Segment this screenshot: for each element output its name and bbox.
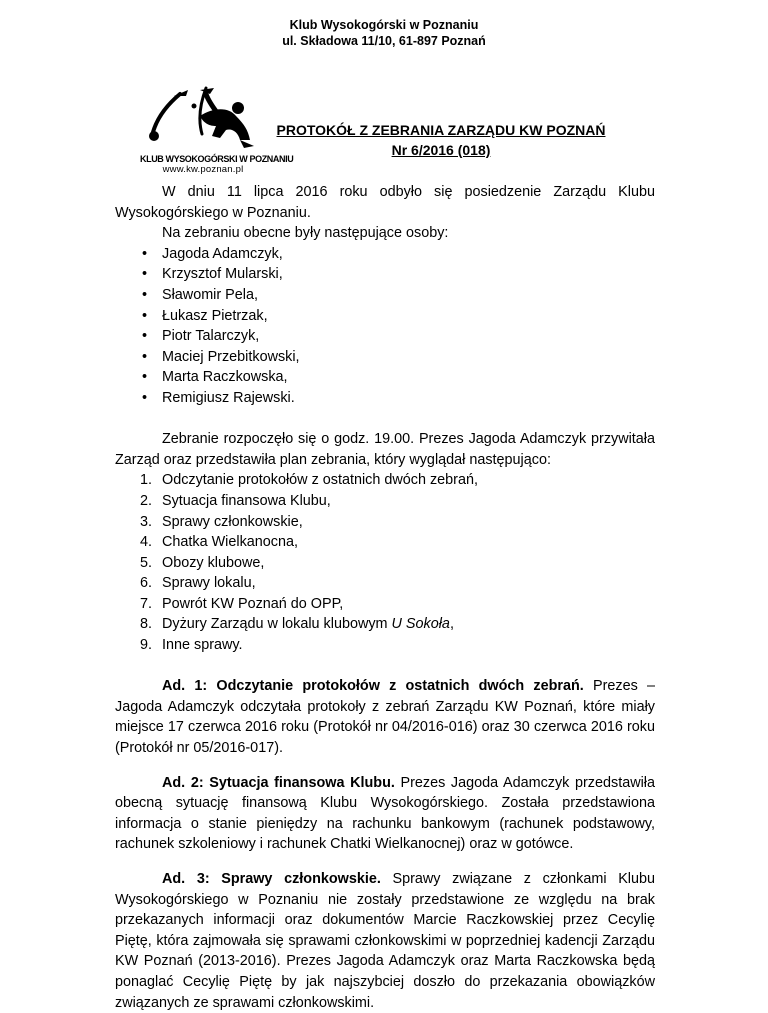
list-item: 3. Sprawy członkowskie,: [140, 513, 303, 530]
title-line-1: PROTOKÓŁ Z ZEBRANIA ZARZĄDU KW POZNAŃ: [276, 122, 606, 138]
list-item: 9. Inne sprawy.: [140, 637, 243, 654]
document-header: [0, 17, 768, 49]
list-item: 2. Sytuacja finansowa Klubu,: [140, 492, 331, 509]
title-line-2: Nr 6/2016 (018): [391, 142, 491, 158]
section-heading: Ad. 2: Sytuacja finansowa Klubu.: [162, 774, 395, 791]
list-item: 5. Obozy klubowe,: [140, 554, 265, 571]
list-item: 8. Dyżury Zarządu w lokalu klubowym U Sokoła,: [140, 616, 454, 633]
section-ad-2: Ad. 2: Sytuacja finansowa Klubu. Prezes Jagoda Adamczyk przedstawiła obecną sytuację finansową Klubu Wysokogórskiego. Została przedstawiona informacja o stanie pieniędzy na rachunku bankowym (rachunek podstawowy, rachunek szkoleniowy i rachunek Chatki Wielkanocnej) oraz w gotówce.: [115, 774, 655, 853]
attendees-list: [115, 244, 655, 409]
section-ad-1: Ad. 1: Odczytanie protokołów z ostatnich dwóch zebrań. Prezes – Jagoda Adamczyk odczytała protokoły z zebrań Zarządu KW Poznań, które miały miejsce 17 czerwca 2016 roku (Protokół nr 04/2016-016) oraz 30 czerwca 2016 roku (Protokół nr 05/2016-017).: [115, 678, 655, 757]
section-heading: Ad. 1: Odczytanie protokołów z ostatnich dwóch zebrań.: [162, 678, 584, 695]
list-item: • Maciej Przebitkowski,: [115, 347, 655, 368]
list-item: • Remigiusz Rajewski.: [115, 388, 655, 409]
attendees-intro: Na zebraniu obecne były następujące osoby:: [162, 225, 449, 242]
list-item: • Jagoda Adamczyk,: [115, 244, 655, 265]
logo-club-name: KLUB WYSOKOGÓRSKI W POZNANIU: [140, 154, 294, 164]
club-name: Klub Wysokogórski w Poznaniu: [289, 18, 479, 32]
club-logo: [140, 86, 294, 180]
list-item: 4. Chatka Wielkanocna,: [140, 534, 298, 551]
section-ad-3: Ad. 3: Sprawy członkowskie. Sprawy związane z członkami Klubu Wysokogórskiego w Poznaniu nie zostały przedstawione ze względu na brak przekazanych informacji oraz dokumentów Marcie Raczkowskiej przez Cecylię Piętę, która zajmowała się sprawami członkowskimi w poprzedniej kadencji Zarządu KW Poznań (2013-2016). Prezes Jagoda Adamczyk oraz Marta Raczkowska będą ponaglać Cecylię Piętę by jak najszybciej doszło do przekazania obowiązków związanych ze sprawami członkowskimi.: [115, 871, 656, 1011]
list-item: • Krzysztof Mularski,: [115, 264, 655, 285]
protocol-title: [262, 120, 620, 160]
list-item: • Piotr Talarczyk,: [115, 326, 655, 347]
intro-paragraph: W dniu 11 lipca 2016 roku odbyło się posiedzenie Zarządu Klubu Wysokogórskiego w Poznaniu.: [115, 184, 655, 221]
list-item: • Sławomir Pela,: [115, 285, 655, 306]
agenda-intro: Zebranie rozpoczęło się o godz. 19.00. Prezes Jagoda Adamczyk przywitała Zarząd oraz przedstawiła plan zebrania, który wyglądał następująco:: [115, 431, 655, 468]
list-item: 1. Odczytanie protokołów z ostatnich dwóch zebrań,: [140, 472, 478, 489]
list-item: 7. Powrót KW Poznań do OPP,: [140, 595, 344, 612]
section-heading: Ad. 3: Sprawy członkowskie.: [162, 871, 381, 887]
list-item: • Łukasz Pietrzak,: [115, 306, 655, 327]
logo-url: www.kw.poznan.pl: [162, 164, 244, 175]
list-item: 6. Sprawy lokalu,: [140, 575, 256, 592]
list-item: • Marta Raczkowska,: [115, 367, 655, 388]
document-body: [115, 182, 655, 1013]
climber-figure-icon: [140, 86, 266, 154]
club-address: ul. Składowa 11/10, 61-897 Poznań: [282, 34, 486, 48]
agenda-list: [115, 470, 655, 655]
